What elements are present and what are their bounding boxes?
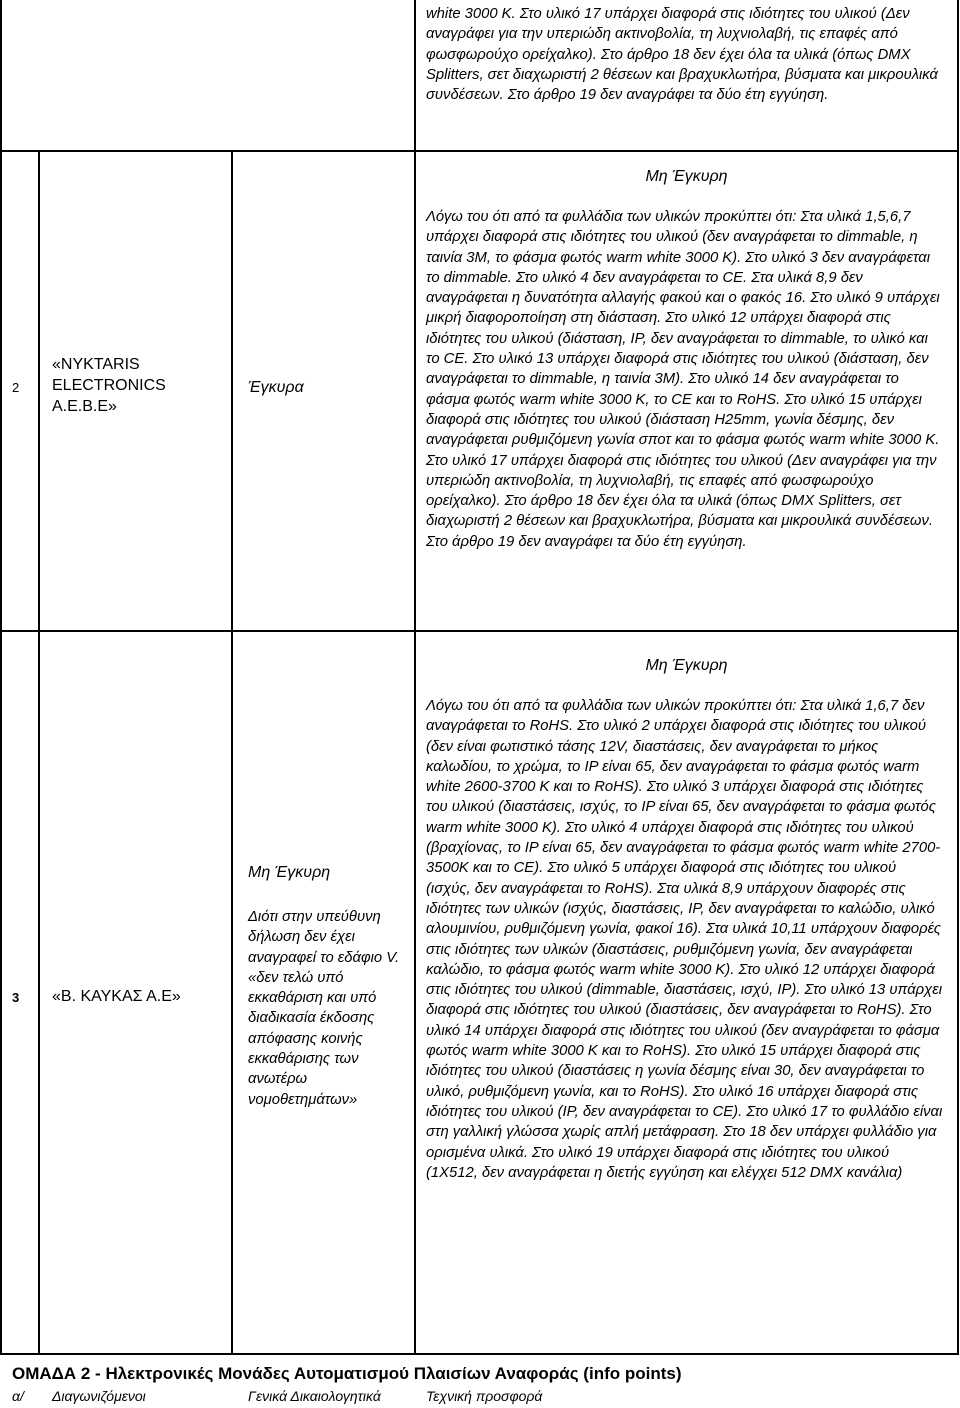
group-title: ΟΜΑΔΑ 2 - Ηλεκτρονικές Μονάδες Αυτοματισμού Πλαισίων Αναφοράς (info points) xyxy=(12,1364,682,1383)
border-left xyxy=(0,0,2,1355)
header-col-bidders: Διαγωνιζόμενοι xyxy=(52,1388,146,1404)
general-docs-status: Μη Έγκυρη xyxy=(248,864,331,881)
border-col-3 xyxy=(414,0,416,1355)
border-col-2 xyxy=(231,151,233,1355)
bidder-name: «Β. ΚΑΥΚΑΣ Α.Ε» xyxy=(52,988,181,1005)
border-right xyxy=(957,0,959,1355)
header-col-general-docs: Γενικά Δικαιολογητικά xyxy=(248,1388,381,1404)
header-col-number: α/ xyxy=(12,1388,24,1404)
top-cell-text: white 3000 K. Στο υλικό 17 υπάρχει διαφορά στις ιδιότητες του υλικού (Δεν αναγράφει για την υπεριώδη ακτινοβολία, τη λυχνιολαβή, τις επαφές από φωσφωρούχο ορείχαλκο). Στο άρθρο 18 δεν έχει όλα τα υλικά (όπως DMX Splitters, σετ διαχωριστή 2 θέσεων και βραχυκλωτήρα, βύσματα και μικρουλικά συνδέσεων. Στο άρθρο 19 δεν αναγράφει τα δύο έτη εγγύηση. xyxy=(426,6,938,104)
technical-status: Μη Έγκυρη xyxy=(645,657,728,674)
row-number: 2 xyxy=(12,380,20,395)
technical-reason: Λόγω του ότι από τα φυλλάδια των υλικών προκύπτει ότι: Στα υλικά 1,5,6,7 υπάρχει διαφορά στις ιδιότητες του υλικού (δεν αναγράφεται το dimmable, η ταινία 3M, το φάσμα φωτός warm white 3000 K). Στο υλικό 3 δεν αναγράφεται το dimmable. Στο υλικό 4 δεν αναγράφεται το CE. Στα υλικά 8,9 δεν αναγράφεται η δυνατότητα αλλαγής φακού και ο φακός 16. Στο υλικό 9 υπάρχει μικρή διαφοροποίηση στη διάσταση. Στο υλικό 12 υπάρχει διαφορά στις ιδιότητες του υλικού (διάσταση, IP, δεν αναγράφεται το dimmable, το υλικό και το CE. Στο υλικό 13 υπάρχει διαφορά στις ιδιότητες του υλικού (διάσταση, δεν αναγράφεται το dimmable, η ταινία 3M). Στο υλικό 14 δεν αναγράφεται το φάσμα φωτός warm white 3000 K, το CE και το RoHS. Στο υλικό 15 υπάρχει διαφορά στις ιδιότητες του υλικού (διάσταση H25mm, γωνία δέσμης, δεν αναγράφεται ρυθμιζόμενη γωνία σποτ και το φάσμα φωτός warm white 3000 K. Στο υλικό 17 υπάρχει διαφορά στις ιδιότητες του υλικού (Δεν αναγράφει για την υπεριώδη ακτινοβολία, τη λυχνιολαβή, τις επαφές από φωσφωρούχο ορείχαλκο). Στο άρθρο 18 δεν έχει όλα τα υλικά (όπως DMX Splitters, σετ διαχωριστή 2 θέσεων και βραχυκλωτήρα, βύσματα και μικρουλικά συνδέσεων. Στο άρθρο 19 δεν αναγράφει τα δύο έτη εγγύηση. xyxy=(426,209,940,550)
technical-status: Μη Έγκυρη xyxy=(645,168,728,185)
general-docs-reason: Διότι στην υπεύθυνη δήλωση δεν έχει αναγραφεί το εδάφιο V. «δεν τελώ υπό εκκαθάριση και υπό διαδικασία έκδοσης απόφασης κοινής εκκαθάρισης των ανωτέρω νομοθετημάτων» xyxy=(248,909,400,1108)
general-docs-status: Έγκυρα xyxy=(248,379,304,396)
row-divider-2 xyxy=(0,630,959,632)
header-col-technical: Τεχνική προσφορά xyxy=(426,1388,543,1404)
bidder-name: «NYKTARIS ELECTRONICS A.E.B.E» xyxy=(52,356,166,415)
border-col-1 xyxy=(38,151,40,1355)
table-bottom xyxy=(0,1353,959,1355)
row-divider-1 xyxy=(0,150,959,152)
technical-reason: Λόγω του ότι από τα φυλλάδια των υλικών προκύπτει ότι: Στα υλικά 1,6,7 δεν αναγράφεται το RoHS. Στο υλικό 2 υπάρχει διαφορά στις ιδιότητες του υλικού (δεν είναι φωτιστικό τάσης 12V, διαστάσεις, δεν αναγράφεται το μήκος καλωδίου, το χρώμα, το IP είναι 65, δεν αναγράφεται το φάσμα φωτός warm white 2600-3700 K και το RoHS). Στο υλικό 3 υπάρχει διαφορά στις ιδιότητες του υλικού (διαστάσεις, ισχύς, το IP είναι 65, δεν αναγράφεται το φάσμα φωτός warm white 3000 K). Στο υλικό 4 υπάρχει διαφορά στις ιδιότητες του υλικού (βραχίονας, το IP είναι 65, δεν αναγράφεται το φάσμα φωτός warm white 2700-3500K και το CE). Στο υλικό 5 υπάρχει διαφορά στις ιδιότητες του υλικού (ισχύς, δεν αναγράφεται το RoHS). Στα υλικά 8,9 υπάρχουν διαφορές στις ιδιότητες των υλικών (ισχύς, διαστάσεις, IP, δεν αναγράφεται το καλώδιο, υλικό αλουμινίου, ρυθμιζόμενη γωνία, φακοί 16). Στα υλικά 10,11 υπάρχουν διαφορές στις ιδιότητες των υλικών (διαστάσεις, ρυθμιζόμενη γωνία, δεν αναγράφεται καλώδιο, το φάσμα φωτός warm white 3000 K). Στο υλικό 12 υπάρχει διαφορά στις ιδιότητες του υλικού (dimmable, διαστάσεις, ισχύ, IP). Στο υλικό 13 υπάρχει διαφορά στις ιδιότητες του υλικού (διαστάσεις, δεν αναγράφεται το RoHS). Στο υλικό 14 υπάρχει διαφορά στις ιδιότητες του υλικού (δεν αναγράφεται το φάσμα φωτός warm white 3000 K και το RoHS). Στο υλικό 15 υπάρχει διαφορά στις ιδιότητες του υλικού (διαστάσεις η γωνία δέσμης είναι 30, δεν αναγράφεται το υλικό, ρυθμιζόμενη γωνία, και το RoHS). Στο υλικό 16 υπάρχει διαφορά στις ιδιότητες του υλικού (IP, δεν αναγράφεται το CE). Στο υλικό 17 το φυλλάδιο είναι στη γαλλική γλώσσα χωρίς απλή μετάφραση. Στο 18 δεν υπάρχει φυλλάδιο για ορισμένα υλικά. Στο υλικό 19 υπάρχει διαφορά στις ιδιότητες του υλικού (1X512, δεν αναγράφεται η διετής εγγύηση και ελέγχει 512 DMX κανάλια) xyxy=(426,698,943,1181)
row-number: 3 xyxy=(12,990,20,1005)
